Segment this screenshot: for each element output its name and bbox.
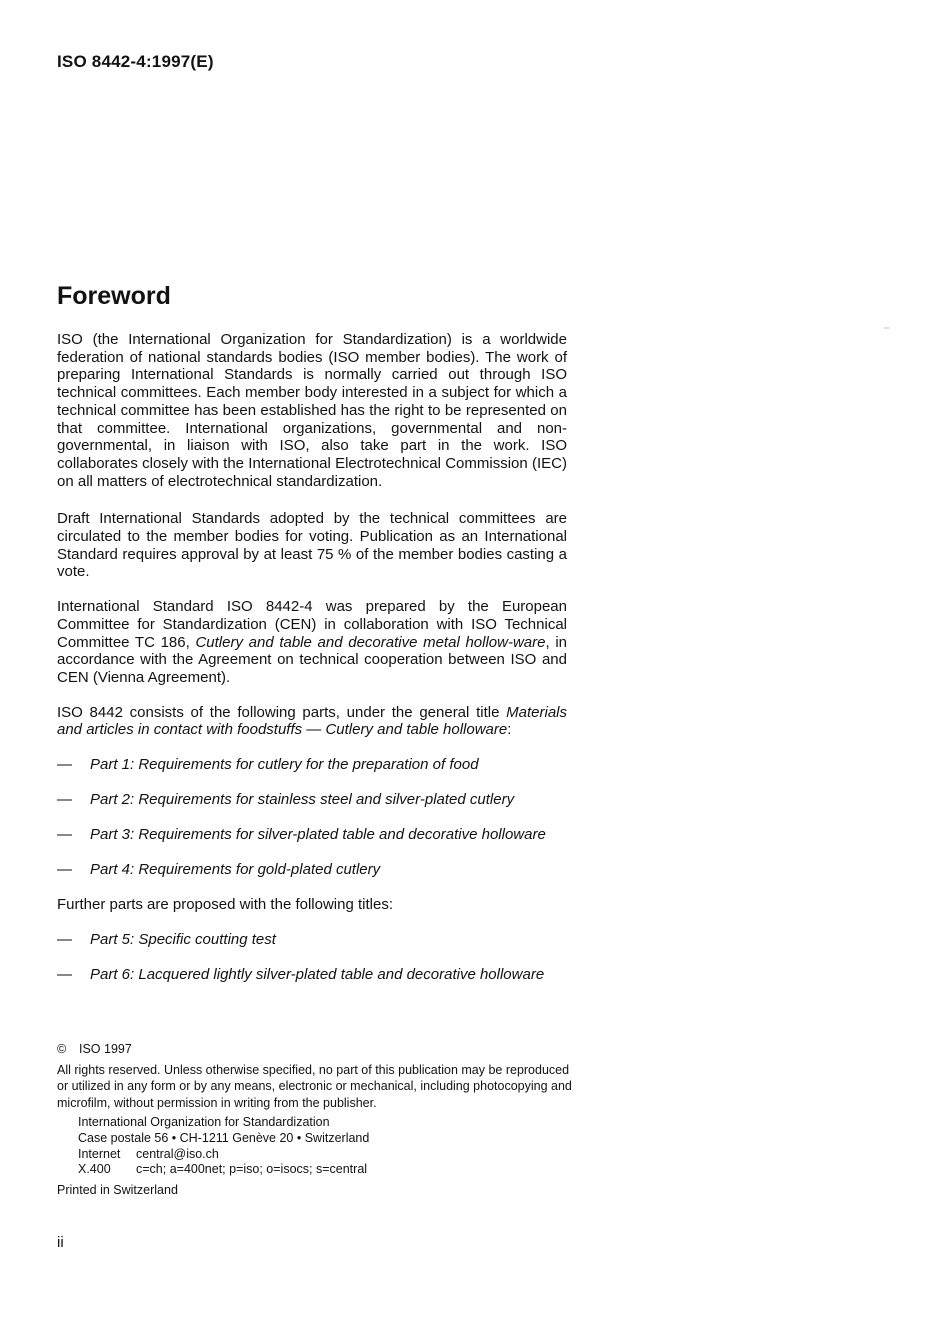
x400-label: X.400 — [78, 1162, 111, 1177]
foreword-section — [57, 282, 567, 984]
list-item-part-3 — [57, 826, 567, 844]
printed-in-statement: Printed in Switzerland — [57, 1183, 178, 1198]
foreword-paragraph-4 — [57, 704, 567, 739]
paragraph-4-segment: : — [507, 721, 512, 739]
paragraph-3-segment: International Standard ISO 8442-4 was prepared by the European Committee for Standardization (CEN) in collaboration with ISO Technical Committee TC 186, — [57, 598, 567, 651]
dash-marker: — — [57, 791, 72, 809]
part-title: Part 4: Requirements for gold-plated cutlery — [90, 861, 381, 879]
paragraph-4-italic-title: Materials and articles in contact with foodstuffs — Cutlery and table holloware — [57, 703, 567, 739]
list-item-part-2 — [57, 791, 567, 809]
part-title: Part 5: Specific coutting test — [90, 930, 276, 948]
paragraph-3-italic-title: Cutlery and table and decorative metal hollow-ware — [195, 633, 546, 651]
foreword-paragraph-3 — [57, 598, 567, 687]
dash-marker: — — [57, 861, 72, 879]
paragraph-3-segment: , in accordance with the Agreement on technical cooperation between ISO and CEN (Vienna Agreement). — [57, 633, 567, 686]
dash-marker: — — [57, 965, 72, 983]
copyright-symbol: © — [57, 1041, 67, 1056]
paragraph-4-segment: ISO 8442 consists of the following parts, under the general title — [57, 703, 507, 721]
list-item-part-6 — [57, 966, 567, 984]
internet-contact-row — [78, 1147, 950, 1163]
page-number: ii — [57, 1234, 64, 1252]
x400-contact-row — [78, 1162, 950, 1178]
part-title: Part 3: Requirements for silver-plated table and decorative holloware — [90, 826, 546, 844]
scan-artifact-mark — [884, 327, 890, 329]
part-title: Part 1: Requirements for cutlery for the preparation of food — [90, 756, 479, 774]
copyright-text: ISO 1997 — [79, 1041, 132, 1056]
list-item-part-1 — [57, 756, 567, 774]
internet-email: central@iso.ch — [136, 1146, 219, 1161]
part-title: Part 2: Requirements for stainless steel and silver-plated cutlery — [90, 791, 515, 809]
internet-label: Internet — [78, 1146, 121, 1161]
foreword-paragraph-1: ISO (the International Organization for Standardization) is a worldwide federation of national standards bodies (ISO member bodies). The work of preparing International Standards is normally carried out through ISO technical committees. Each member body interested in a subject for which a technical committee has been established has the right to be represented on that committee. International organizations, governmental and non-governmental, in liaison with ISO, also take part in the work. ISO collaborates closely with the International Electrotechnical Commission (IEC) on all matters of electrotechnical standardization. — [57, 331, 567, 490]
publisher-address-block — [78, 1115, 950, 1178]
rights-statement: All rights reserved. Unless otherwise specified, no part of this publication may be reproduced or utilized in any form or by any means, electronic or mechanical, including photocopying and microfilm, without permission in writing from the publisher. — [57, 1063, 572, 1110]
foreword-paragraph-2: Draft International Standards adopted by the technical committees are circulated to the member bodies for voting. Publication as an International Standard requires approval by at least 75 % of the member bodies casting a vote. — [57, 510, 567, 581]
document-reference-header: ISO 8442-4:1997(E) — [57, 52, 214, 71]
part-title: Part 6: Lacquered lightly silver-plated table and decorative holloware — [90, 965, 545, 983]
x400-address: c=ch; a=400net; p=iso; o=isocs; s=central — [136, 1162, 368, 1177]
dash-marker: — — [57, 826, 72, 844]
foreword-heading: Foreword — [57, 282, 171, 310]
dash-marker: — — [57, 930, 72, 948]
copyright-imprint-block — [57, 1041, 950, 1199]
publisher-name: International Organization for Standardization — [78, 1114, 330, 1129]
publisher-address: Case postale 56 • CH-1211 Genève 20 • Switzerland — [78, 1130, 370, 1145]
dash-marker: — — [57, 756, 72, 774]
list-item-part-5 — [57, 931, 567, 949]
copyright-line — [57, 1041, 950, 1057]
list-item-part-4 — [57, 861, 567, 879]
further-parts-intro: Further parts are proposed with the following titles: — [57, 896, 393, 914]
